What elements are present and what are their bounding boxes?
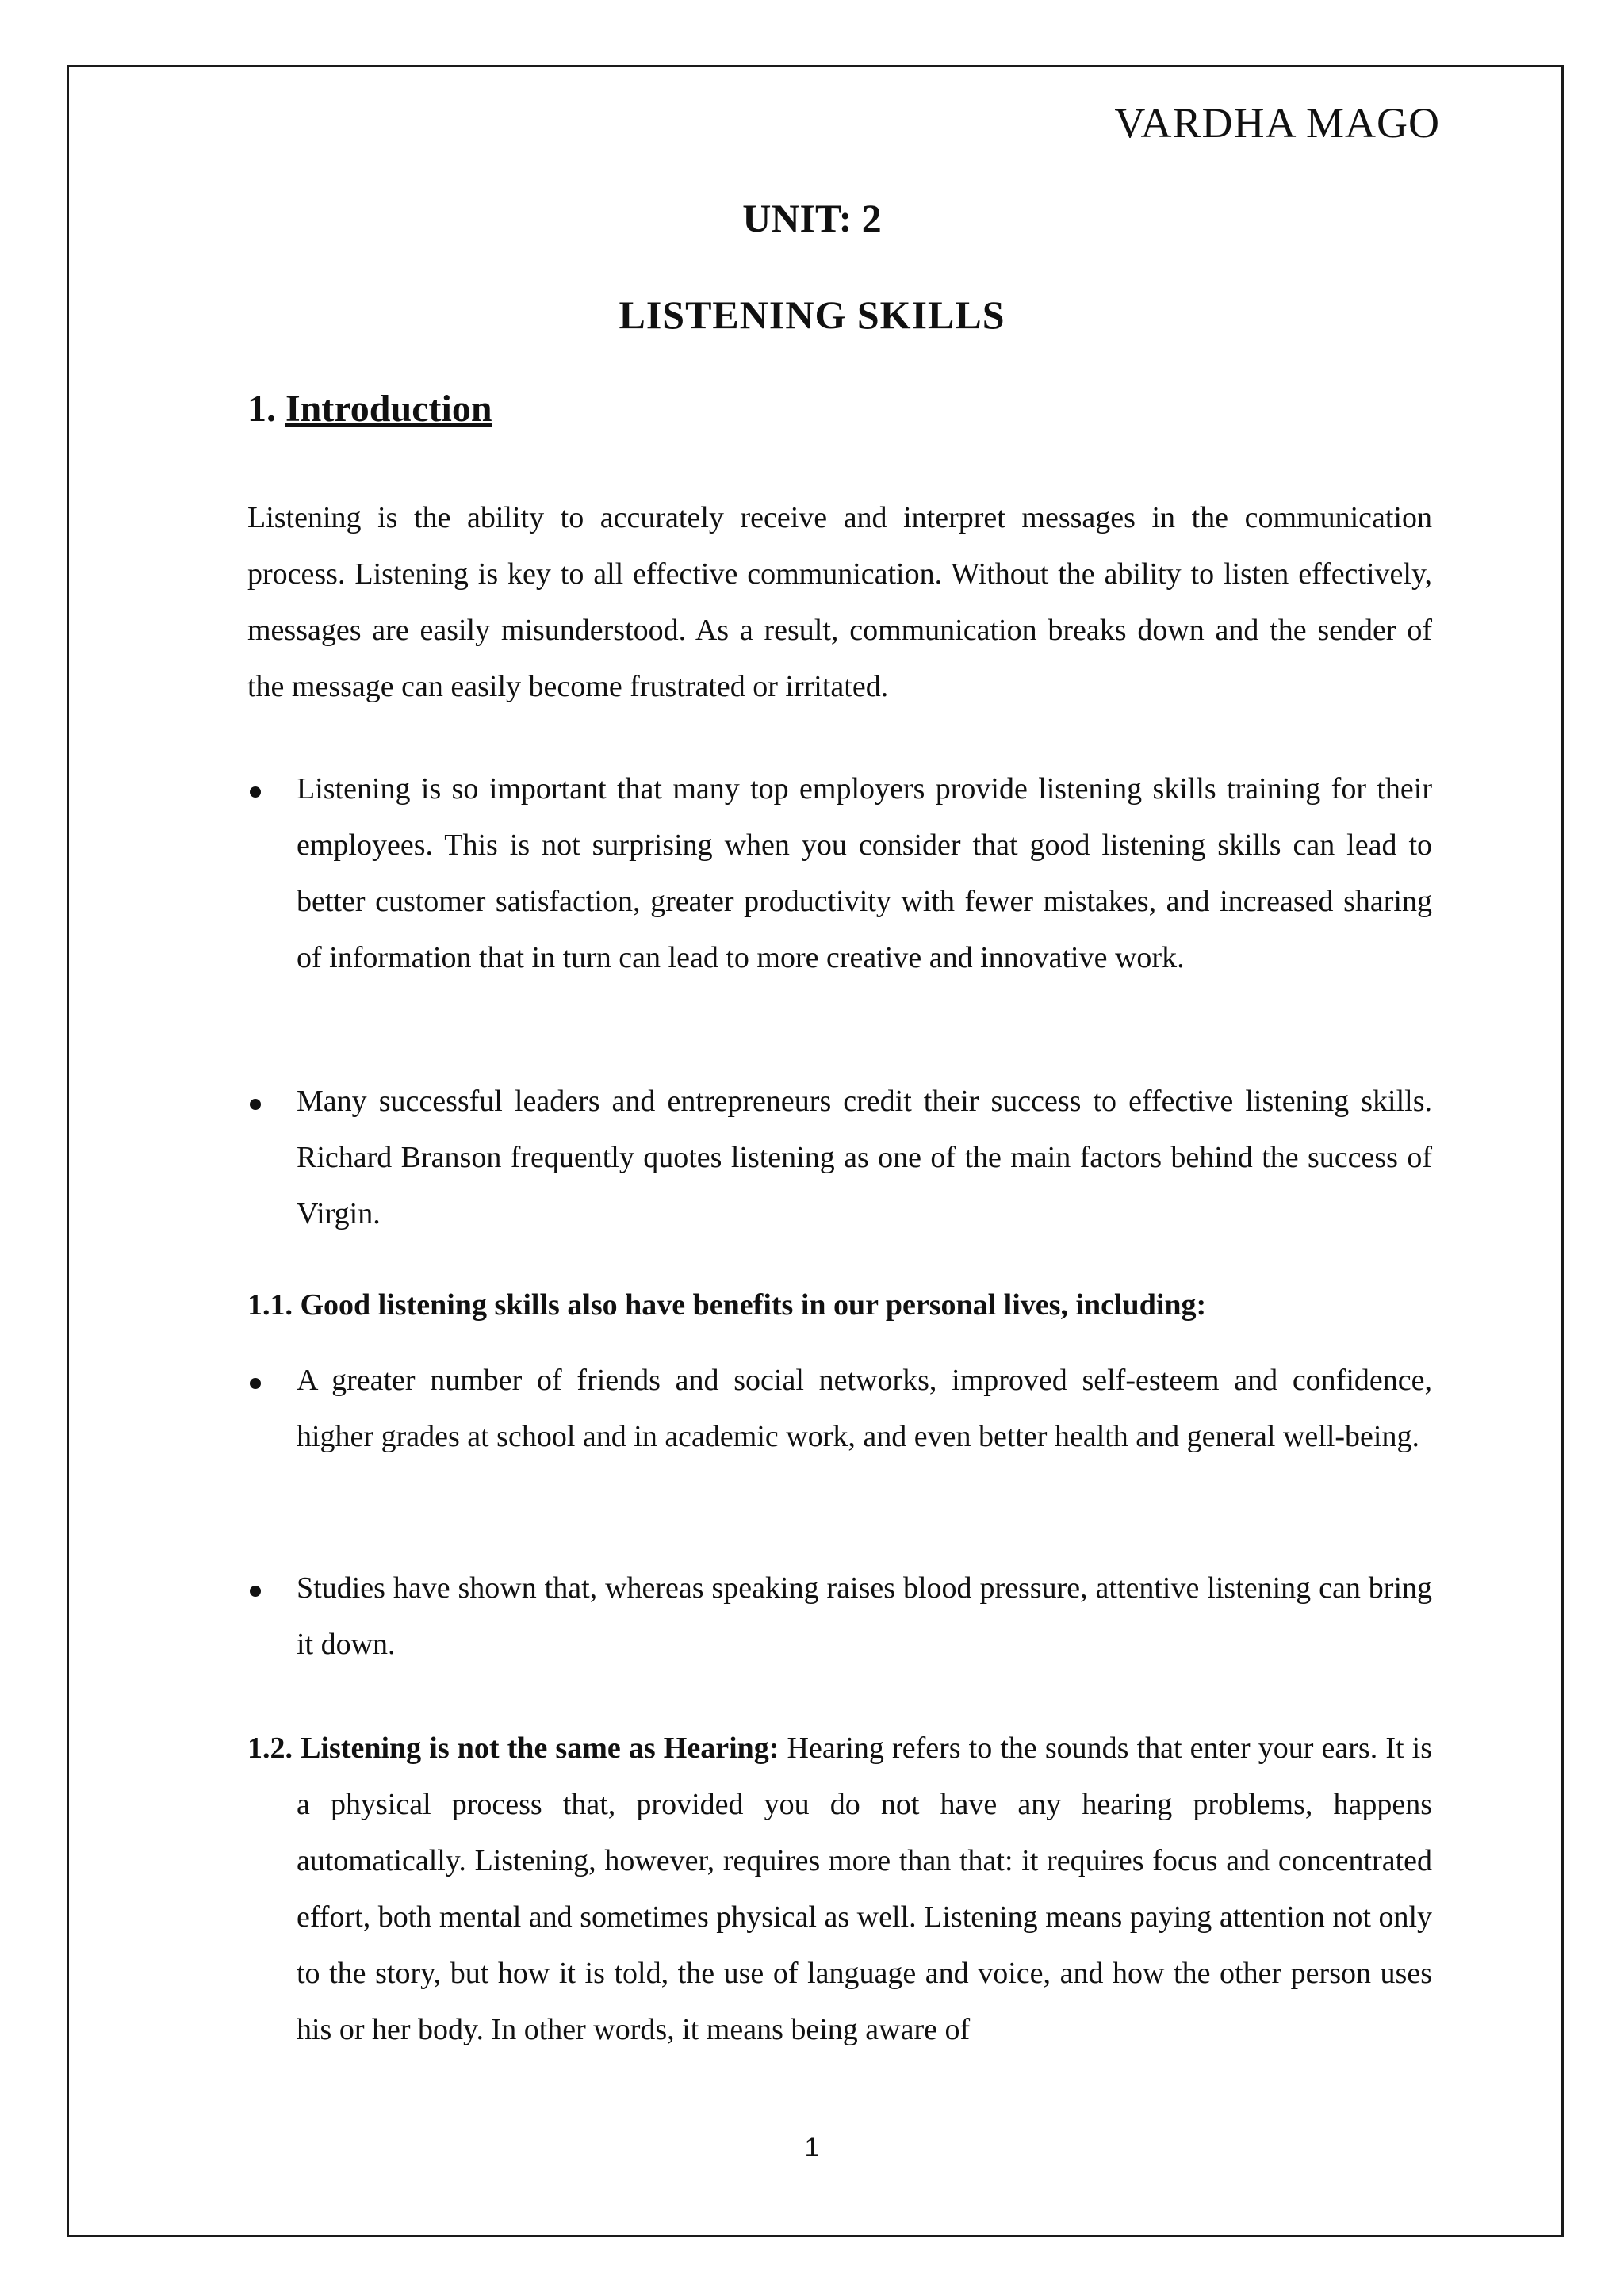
- section-title: Introduction: [285, 388, 492, 430]
- subsection-1-2-paragraph: [247, 1720, 1432, 2058]
- bullet-icon: [250, 1099, 261, 1110]
- list-item: Studies have shown that, whereas speaking raises blood pressure, attentive listening can bring it down.: [297, 1571, 1432, 1661]
- section-heading-introduction: [247, 387, 492, 430]
- page-number: 1: [804, 2133, 820, 2163]
- subsection-1-2-text: Hearing refers to the sounds that enter your ears. It is a physical process that, provided you do not have any hearing problems, happens automatically. Listening, however, requires more than that: it requires focus and concentrated effort, both mental and sometimes physical as well. Listening means paying attention not only to the story, but how it is told, the use of language and voice, and how the other person uses his or her body. In other words, it means being aware of: [297, 1732, 1433, 2046]
- author-name: VARDHA MAGO: [1114, 99, 1440, 147]
- intro-paragraph: Listening is the ability to accurately receive and interpret messages in the communication process. Listening is key to all effective communication. Without the ability to listen effectively, messages are easily misunderstood. As a result, communication breaks down and the sender of the message can easily become frustrated or irritated.: [247, 501, 1432, 703]
- section-number: 1.: [247, 388, 276, 430]
- bullet-icon: [250, 786, 261, 798]
- list-item: Many successful leaders and entrepreneurs credit their success to effective listening skills. Richard Branson frequently quotes listening as one of the main factors behind the success of Virgin.: [297, 1085, 1432, 1230]
- bullet-icon: [250, 1378, 261, 1389]
- subsection-1-2-label: 1.2. Listening is not the same as Hearing:: [247, 1732, 779, 1765]
- unit-heading: UNIT: 2: [742, 196, 882, 240]
- subsection-heading-1-1: 1.1. Good listening skills also have benefits in our personal lives, including:: [247, 1288, 1207, 1322]
- list-item: Listening is so important that many top employers provide listening skills training for their employees. This is not surprising when you consider that good listening skills can lead to better customer satisfaction, greater productivity with fewer mistakes, and increased sharing of information that in turn can lead to more creative and innovative work.: [297, 772, 1432, 974]
- document-title: LISTENING SKILLS: [619, 293, 1005, 337]
- bullet-icon: [250, 1586, 261, 1597]
- list-item: A greater number of friends and social networks, improved self-esteem and confidence, higher grades at school and in academic work, and even better health and general well-being.: [297, 1364, 1432, 1453]
